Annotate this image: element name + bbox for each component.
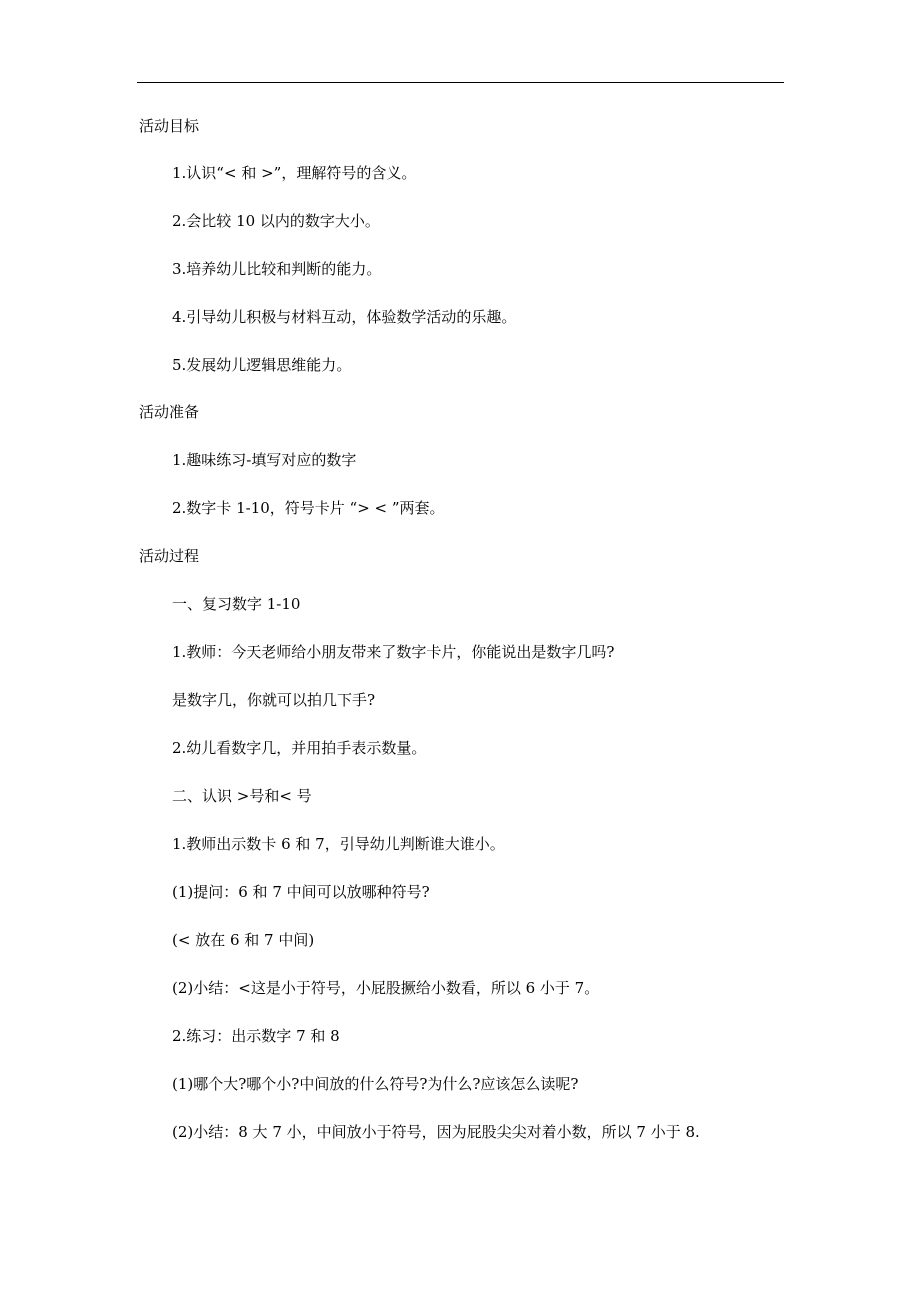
process-item-5: 二、认识 >号和< 号 — [172, 787, 312, 805]
section-heading-preparation: 活动准备 — [139, 403, 200, 421]
process-item-11: (1)哪个大?哪个小?中间放的什么符号?为什么?应该怎么读呢? — [172, 1075, 579, 1093]
goal-item-1: 1.认识“< 和 >”，理解符号的含义。 — [172, 164, 417, 182]
preparation-item-2: 2.数字卡 1-10，符号卡片 “> < ”两套。 — [172, 499, 445, 517]
header-rule — [137, 82, 784, 83]
process-item-10: 2.练习：出示数字 7 和 8 — [172, 1027, 340, 1045]
process-item-4: 2.幼儿看数字几，并用拍手表示数量。 — [172, 739, 427, 757]
process-item-1: 一、复习数字 1-10 — [172, 595, 301, 613]
process-item-3: 是数字几，你就可以拍几下手? — [172, 691, 376, 709]
process-item-2: 1.教师：今天老师给小朋友带来了数字卡片，你能说出是数字几吗? — [172, 643, 615, 661]
preparation-item-1: 1.趣味练习-填写对应的数字 — [172, 451, 357, 469]
section-heading-goals: 活动目标 — [139, 117, 200, 135]
goal-item-2: 2.会比较 10 以内的数字大小。 — [172, 212, 380, 230]
process-item-9: (2)小结：<这是小于符号，小屁股撅给小数看，所以 6 小于 7。 — [172, 979, 600, 997]
goal-item-4: 4.引导幼儿积极与材料互动，体验数学活动的乐趣。 — [172, 308, 517, 326]
process-item-8: (< 放在 6 和 7 中间) — [172, 931, 315, 949]
process-item-7: (1)提问：6 和 7 中间可以放哪种符号? — [172, 883, 430, 901]
process-item-12: (2)小结：8 大 7 小，中间放小于符号，因为屁股尖尖对着小数，所以 7 小于 8. — [172, 1123, 700, 1141]
section-heading-process: 活动过程 — [139, 547, 200, 565]
goal-item-3: 3.培养幼儿比较和判断的能力。 — [172, 260, 382, 278]
goal-item-5: 5.发展幼儿逻辑思维能力。 — [172, 356, 352, 374]
process-item-6: 1.教师出示数卡 6 和 7，引导幼儿判断谁大谁小。 — [172, 835, 505, 853]
